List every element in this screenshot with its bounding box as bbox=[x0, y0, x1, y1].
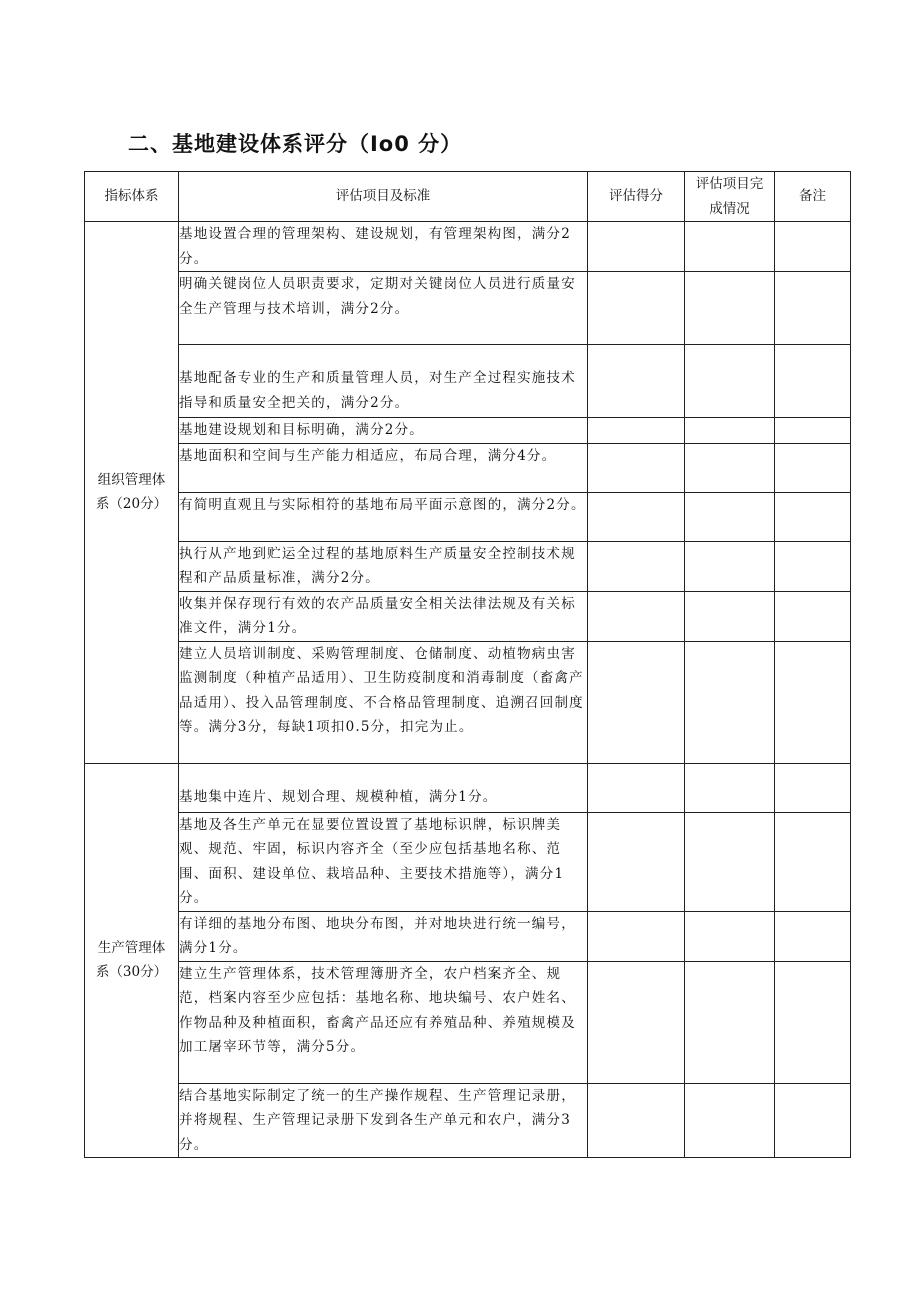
remarks-cell[interactable] bbox=[775, 272, 851, 345]
remarks-cell[interactable] bbox=[775, 641, 851, 763]
completion-cell[interactable] bbox=[685, 641, 775, 763]
score-cell[interactable] bbox=[588, 1083, 685, 1158]
criteria-cell: 明确关键岗位人员职责要求，定期对关键岗位人员进行质量安全生产管理与技术培训，满分2分。 bbox=[179, 272, 588, 345]
section-title: 二、基地建设体系评分（Io0 分） bbox=[128, 132, 463, 156]
criteria-cell: 有简明直观且与实际相符的基地布局平面示意图的，满分2分。 bbox=[179, 492, 588, 541]
table-row bbox=[85, 961, 851, 1083]
criteria-cell: 建立人员培训制度、采购管理制度、仓储制度、动植物病虫害监测制度（种植产品适用）、卫生防疫制度和消毒制度（畜禽产品适用）、投入品管理制度、不合格品管理制度、追溯召回制度等。满分3分，每缺1项扣0.5分，扣完为止。 bbox=[179, 641, 588, 763]
table-row bbox=[85, 1083, 851, 1158]
completion-cell[interactable] bbox=[685, 492, 775, 541]
header-indicator: 指标体系 bbox=[85, 172, 179, 222]
score-cell[interactable] bbox=[588, 345, 685, 418]
completion-cell[interactable] bbox=[685, 541, 775, 591]
table-row bbox=[85, 911, 851, 961]
remarks-cell[interactable] bbox=[775, 345, 851, 418]
category-cell bbox=[85, 763, 179, 1158]
completion-cell[interactable] bbox=[685, 812, 775, 911]
table-row bbox=[85, 492, 851, 541]
criteria-cell: 收集并保存现行有效的农产品质量安全相关法律法规及有关标准文件，满分1分。 bbox=[179, 591, 588, 641]
remarks-cell[interactable] bbox=[775, 591, 851, 641]
category-label: 组织管理体系（20分） bbox=[95, 471, 168, 513]
header-completion-label: 评估项目完成情况 bbox=[695, 176, 764, 217]
header-completion bbox=[685, 172, 775, 222]
criteria-cell: 建立生产管理体系，技术管理簿册齐全，农户档案齐全、规范，档案内容至少应包括：基地名称、地块编号、农户姓名、作物品种及种植面积，畜禽产品还应有养殖品种、养殖规模及加工屠宰环节等，满分5分。 bbox=[179, 961, 588, 1083]
criteria-cell: 基地配备专业的生产和质量管理人员，对生产全过程实施技术指导和质量安全把关的，满分2分。 bbox=[179, 345, 588, 418]
score-cell[interactable] bbox=[588, 443, 685, 492]
remarks-cell[interactable] bbox=[775, 492, 851, 541]
completion-cell[interactable] bbox=[685, 418, 775, 444]
criteria-cell: 基地设置合理的管理架构、建设规划，有管理架构图，满分2分。 bbox=[179, 222, 588, 272]
table-row bbox=[85, 641, 851, 763]
completion-cell[interactable] bbox=[685, 1083, 775, 1158]
header-criteria: 评估项目及标准 bbox=[179, 172, 588, 222]
evaluation-table bbox=[84, 171, 851, 1158]
completion-cell[interactable] bbox=[685, 222, 775, 272]
remarks-cell[interactable] bbox=[775, 443, 851, 492]
table-row bbox=[85, 272, 851, 345]
completion-cell[interactable] bbox=[685, 961, 775, 1083]
remarks-cell[interactable] bbox=[775, 961, 851, 1083]
score-cell[interactable] bbox=[588, 763, 685, 812]
table-row bbox=[85, 222, 851, 272]
table-row bbox=[85, 418, 851, 444]
remarks-cell[interactable] bbox=[775, 418, 851, 444]
criteria-cell: 基地建设规划和目标明确，满分2分。 bbox=[179, 418, 588, 444]
header-row bbox=[85, 172, 851, 222]
remarks-cell[interactable] bbox=[775, 763, 851, 812]
criteria-cell: 基地面积和空间与生产能力相适应，布局合理，满分4分。 bbox=[179, 443, 588, 492]
score-cell[interactable] bbox=[588, 418, 685, 444]
table-row bbox=[85, 591, 851, 641]
completion-cell[interactable] bbox=[685, 591, 775, 641]
criteria-cell: 有详细的基地分布图、地块分布图，并对地块进行统一编号，满分1分。 bbox=[179, 911, 588, 961]
score-cell[interactable] bbox=[588, 272, 685, 345]
completion-cell[interactable] bbox=[685, 272, 775, 345]
table-row bbox=[85, 763, 851, 812]
score-cell[interactable] bbox=[588, 961, 685, 1083]
criteria-cell: 基地及各生产单元在显要位置设置了基地标识牌，标识牌美观、规范、牢固，标识内容齐全（至少应包括基地名称、范围、面积、建设单位、栽培品种、主要技术措施等），满分1分。 bbox=[179, 812, 588, 911]
remarks-cell[interactable] bbox=[775, 222, 851, 272]
category-cell bbox=[85, 222, 179, 764]
criteria-cell: 执行从产地到贮运全过程的基地原料生产质量安全控制技术规程和产品质量标准，满分2分。 bbox=[179, 541, 588, 591]
category-label: 生产管理体系（30分） bbox=[95, 939, 168, 981]
score-cell[interactable] bbox=[588, 641, 685, 763]
table-row bbox=[85, 541, 851, 591]
score-cell[interactable] bbox=[588, 492, 685, 541]
header-remarks: 备注 bbox=[775, 172, 851, 222]
table-row bbox=[85, 345, 851, 418]
completion-cell[interactable] bbox=[685, 345, 775, 418]
table-row bbox=[85, 812, 851, 911]
score-cell[interactable] bbox=[588, 222, 685, 272]
remarks-cell[interactable] bbox=[775, 1083, 851, 1158]
header-score: 评估得分 bbox=[588, 172, 685, 222]
score-cell[interactable] bbox=[588, 812, 685, 911]
score-cell[interactable] bbox=[588, 591, 685, 641]
criteria-cell: 结合基地实际制定了统一的生产操作规程、生产管理记录册，并将规程、生产管理记录册下发到各生产单元和农户，满分3分。 bbox=[179, 1083, 588, 1158]
remarks-cell[interactable] bbox=[775, 541, 851, 591]
table-row bbox=[85, 443, 851, 492]
score-cell[interactable] bbox=[588, 911, 685, 961]
completion-cell[interactable] bbox=[685, 911, 775, 961]
completion-cell[interactable] bbox=[685, 763, 775, 812]
score-cell[interactable] bbox=[588, 541, 685, 591]
remarks-cell[interactable] bbox=[775, 812, 851, 911]
criteria-cell: 基地集中连片、规划合理、规模种植，满分1分。 bbox=[179, 763, 588, 812]
completion-cell[interactable] bbox=[685, 443, 775, 492]
remarks-cell[interactable] bbox=[775, 911, 851, 961]
